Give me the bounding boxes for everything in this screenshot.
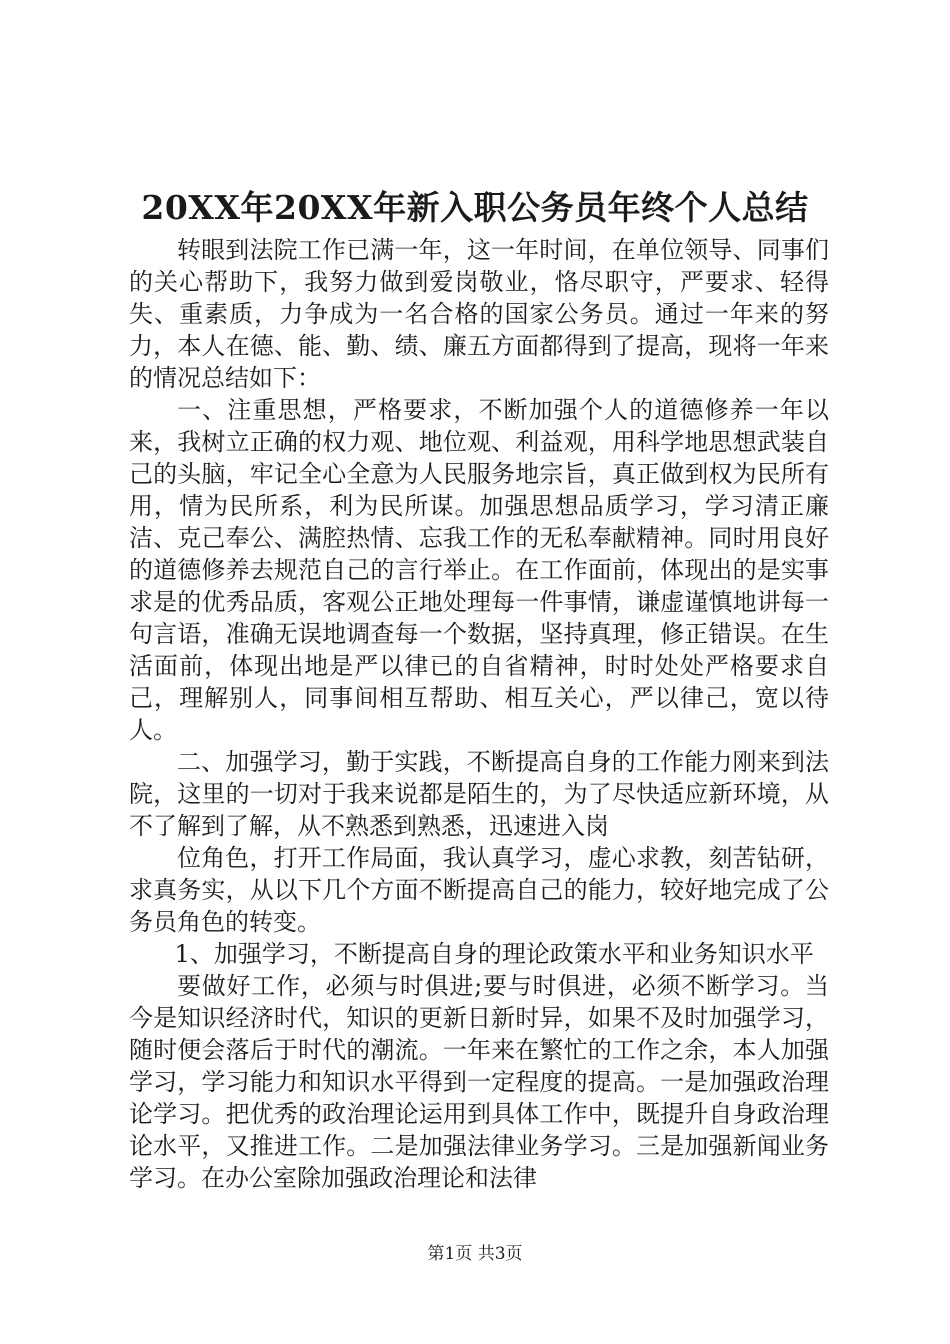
page-number-footer: 第1页 共3页 — [427, 1244, 523, 1264]
paragraph-intro: 转眼到法院工作已满一年，这一年时间，在单位领导、同事们的关心帮助下，我努力做到爱岗敬业，恪尽职守，严要求、轻得失、重素质，力争成为一名合格的国家公务员。通过一年来的努力，本人在德、能、勤、绩、廉五方面都得到了提高，现将一年来的情况总结如下： — [129, 236, 829, 392]
paragraph-section-2-continued: 位角色，打开工作局面，我认真学习，虚心求教，刻苦钻研，求真务实，从以下几个方面不断提高自己的能力，较好地完成了公务员角色的转变。 — [129, 844, 829, 936]
paragraph-section-2: 二、加强学习，勤于实践，不断提高自身的工作能力刚来到法院，这里的一切对于我来说都是陌生的，为了尽快适应新环境，从不了解到了解，从不熟悉到熟悉，迅速进入岗 — [129, 748, 829, 840]
paragraph-study: 要做好工作，必须与时俱进;要与时俱进，必须不断学习。当今是知识经济时代，知识的更新日新时异，如果不及时加强学习，随时便会落后于时代的潮流。一年来在繁忙的工作之余，本人加强学习，学习能力和知识水平得到一定程度的提高。一是加强政治理论学习。把优秀的政治理论运用到具体工作中，既提升自身政治理论水平，又推进工作。二是加强法律业务学习。三是加强新闻业务学习。在办公室除加强政治理论和法律 — [129, 972, 829, 1192]
paragraph-section-1: 一、注重思想，严格要求，不断加强个人的道德修养一年以来，我树立正确的权力观、地位观、利益观，用科学地思想武装自己的头脑，牢记全心全意为人民服务地宗旨，真正做到权为民所有用，情为民所系，利为民所谋。加强思想品质学习，学习清正廉洁、克己奉公、满腔热情、忘我工作的无私奉献精神。同时用良好的道德修养去规范自己的言行举止。在工作面前，体现出的是实事求是的优秀品质，客观公正地处理每一件事情，谦虚谨慎地讲每一句言语，准确无误地调查每一个数据，坚持真理，修正错误。在生活面前，体现出地是严以律已的自省精神，时时处处严格要求自己，理解别人，同事间相互帮助、相互关心，严以律己，宽以待人。 — [129, 396, 829, 744]
paragraph-subheading-1: 1、加强学习，不断提高自身的理论政策水平和业务知识水平 — [174, 940, 814, 968]
document-title: 20XX年20XX年新入职公务员年终个人总结 — [141, 188, 809, 227]
document-body — [129, 234, 829, 1194]
